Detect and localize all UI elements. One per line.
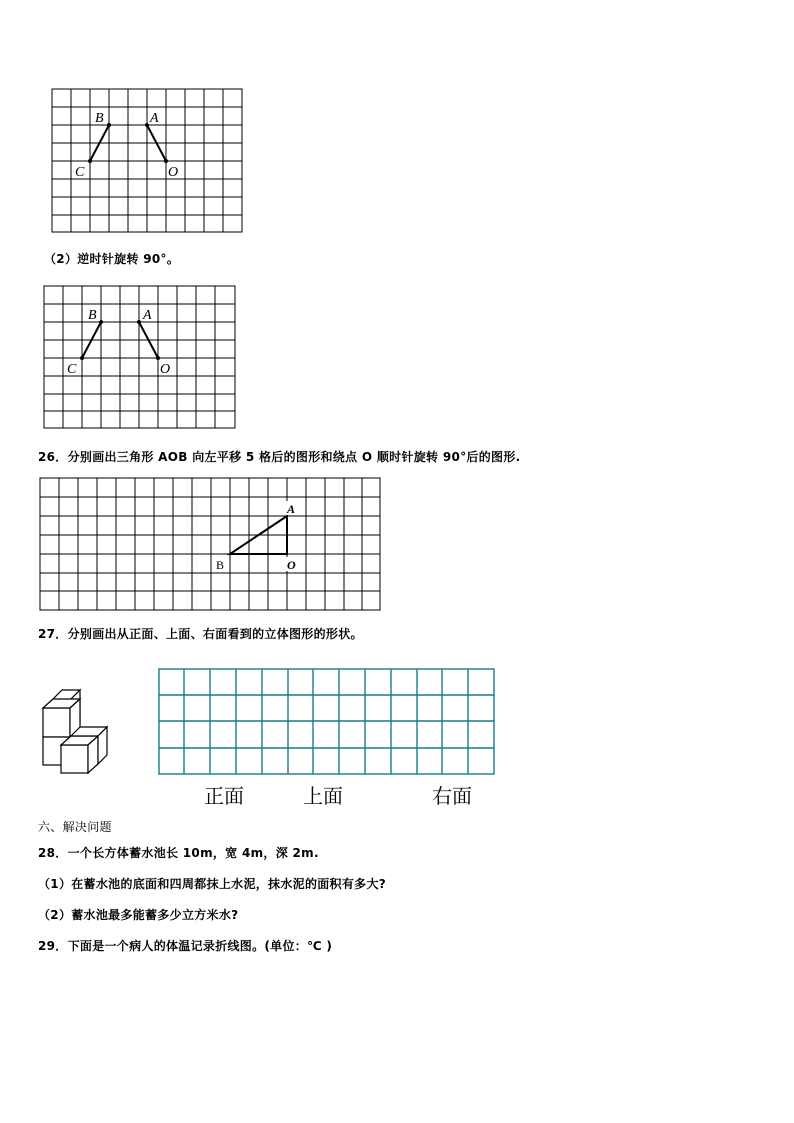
view-label-right: 右面 [432,784,472,808]
point-c-label: C [67,362,77,377]
point-b-label: B [95,111,104,126]
point-a-label: A [143,308,152,323]
view-label-top: 上面 [303,784,343,808]
view-label-front: 正面 [204,784,244,808]
q29-text: 29．下面是一个病人的体温记录折线图。(单位：℃ ) [38,939,333,953]
q28-text: 28．一个长方体蓄水池长 10m，宽 4m，深 2m. [38,846,319,860]
point-a-label: A [287,502,296,516]
q27-text: 27．分别画出从正面、上面、右面看到的立体图形的形状。 [38,627,363,641]
q25-sub2-text: （2）逆时针旋转 90°。 [44,252,180,266]
q28-sub2-text: （2）蓄水池最多能蓄多少立方米水? [38,908,239,922]
q28-sub1-text: （1）在蓄水池的底面和四周都抹上水泥，抹水泥的面积有多大? [38,877,387,891]
q26-text: 26．分别画出三角形 AOB 向左平移 5 格后的图形和绕点 O 顺时针旋转 90°后的图形. [38,450,521,464]
section-6-heading: 六、解决问题 [38,820,112,834]
point-o-label: O [168,165,179,180]
point-o-label: O [287,558,296,572]
point-a-label: A [150,111,159,126]
point-b-label: B [88,308,97,323]
point-o-label: O [160,362,171,377]
point-b-label: B [216,558,225,572]
point-c-label: C [75,165,85,180]
